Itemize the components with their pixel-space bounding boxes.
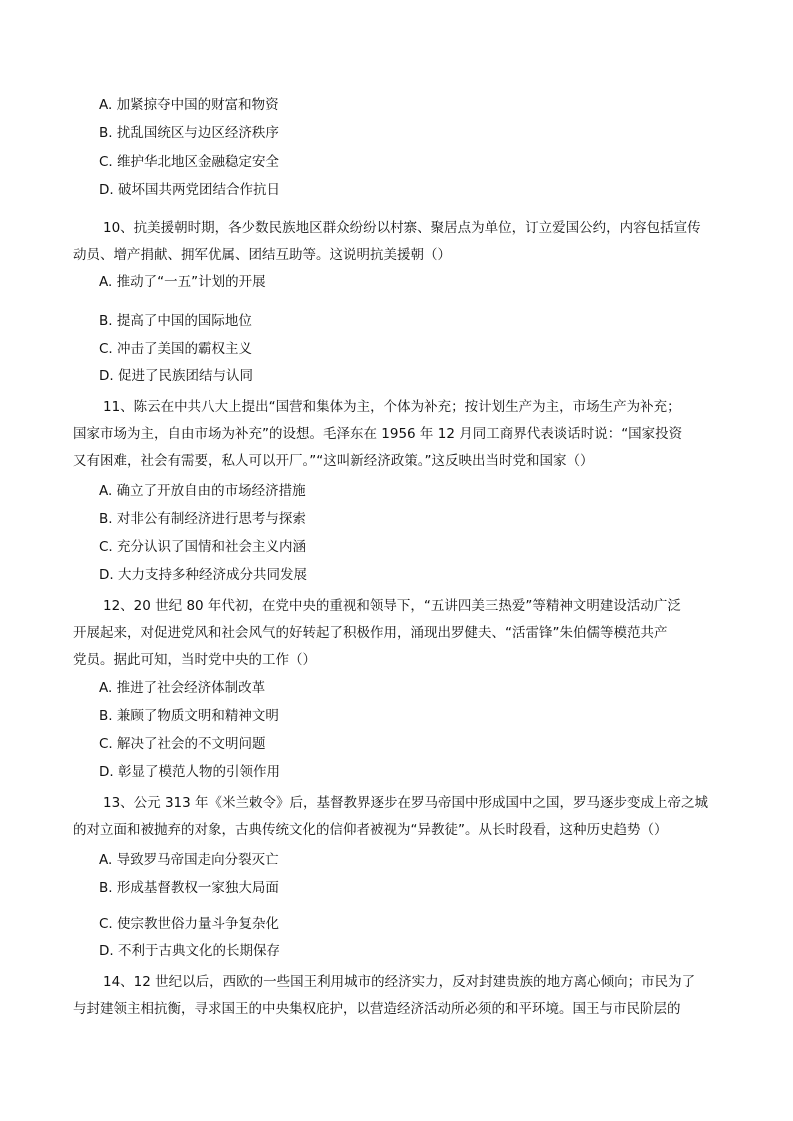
q13-option-c: C. 使宗教世俗力量斗争复杂化 [99,916,280,932]
q14-stem-line-1: 14、12 世纪以后，西欧的一些国王利用城市的经济实力，反对封建贵族的地方离心倾向；市民为了 [103,974,696,990]
q11-option-c: C. 充分认识了国情和社会主义内涵 [99,539,307,555]
q12-stem-line-1: 12、20 世纪 80 年代初，在党中央的重视和领导下，“五讲四美三热爱”等精神文明建设活动广泛 [103,598,681,614]
q11-stem-line-1: 11、陈云在中共八大上提出“国营和集体为主，个体为补充；按计划生产为主，市场生产为补充； [103,399,681,415]
q13-option-b: B. 形成基督教权一家独大局面 [99,880,279,896]
q13-stem-line-1: 13、公元 313 年《米兰敕令》后，基督教界逐步在罗马帝国中形成国中之国，罗马逐步变成上帝之城 [103,795,709,811]
q9-option-c: C. 维护华北地区金融稳定安全 [99,154,280,170]
q11-option-b: B. 对非公有制经济进行思考与探索 [99,511,306,527]
q10-stem-line-1: 10、抗美援朝时期，各少数民族地区群众纷纷以村寨、聚居点为单位，订立爱国公约，内容包括宣传 [103,220,701,236]
q10-stem-line-2: 动员、增产捐献、拥军优属、团结互助等。这说明抗美援朝（） [73,247,451,263]
q11-option-a: A. 确立了开放自由的市场经济措施 [99,483,306,499]
q10-option-a: A. 推动了“一五”计划的开展 [99,274,266,290]
q9-option-b: B. 扰乱国统区与边区经济秩序 [99,125,279,141]
q12-stem-line-2: 开展起来，对促进党风和社会风气的好转起了积极作用，涌现出罗健夫、“活雷锋”朱伯儒等模范共产 [73,625,668,641]
q10-option-d: D. 促进了民族团结与认同 [99,368,253,384]
q9-option-d: D. 破坏国共两党团结合作抗日 [99,182,280,198]
q9-option-a: A. 加紧掠夺中国的财富和物资 [99,97,279,113]
q12-option-c: C. 解决了社会的不文明问题 [99,736,266,752]
q14-stem-line-2: 与封建领主相抗衡，寻求国王的中央集权庇护，以营造经济活动所必须的和平环境。国王与市民阶层的 [73,1001,681,1017]
q11-option-d: D. 大力支持多种经济成分共同发展 [99,567,307,583]
q12-stem-line-3: 党员。据此可知，当时党中央的工作（） [73,652,316,668]
q13-option-a: A. 导致罗马帝国走向分裂灭亡 [99,852,279,868]
q11-stem-line-2: 国家市场为主，自由市场为补充”的设想。毛泽东在 1956 年 12 月同工商界代表谈话时说：“国家投资 [73,426,683,442]
q12-option-d: D. 彰显了模范人物的引领作用 [99,764,280,780]
q11-stem-line-3: 又有困难，社会有需要，私人可以开厂。”“这叫新经济政策。”这反映出当时党和国家（） [73,453,594,469]
q13-stem-line-2: 的对立面和被抛弃的对象，古典传统文化的信仰者被视为“异教徒”。从长时段看，这种历史趋势（） [73,822,668,838]
q10-option-c: C. 冲击了美国的霸权主义 [99,341,253,357]
q13-option-d: D. 不利于古典文化的长期保存 [99,943,280,959]
q12-option-a: A. 推进了社会经济体制改革 [99,680,266,696]
q12-option-b: B. 兼顾了物质文明和精神文明 [99,708,279,724]
q10-option-b: B. 提高了中国的国际地位 [99,313,252,329]
